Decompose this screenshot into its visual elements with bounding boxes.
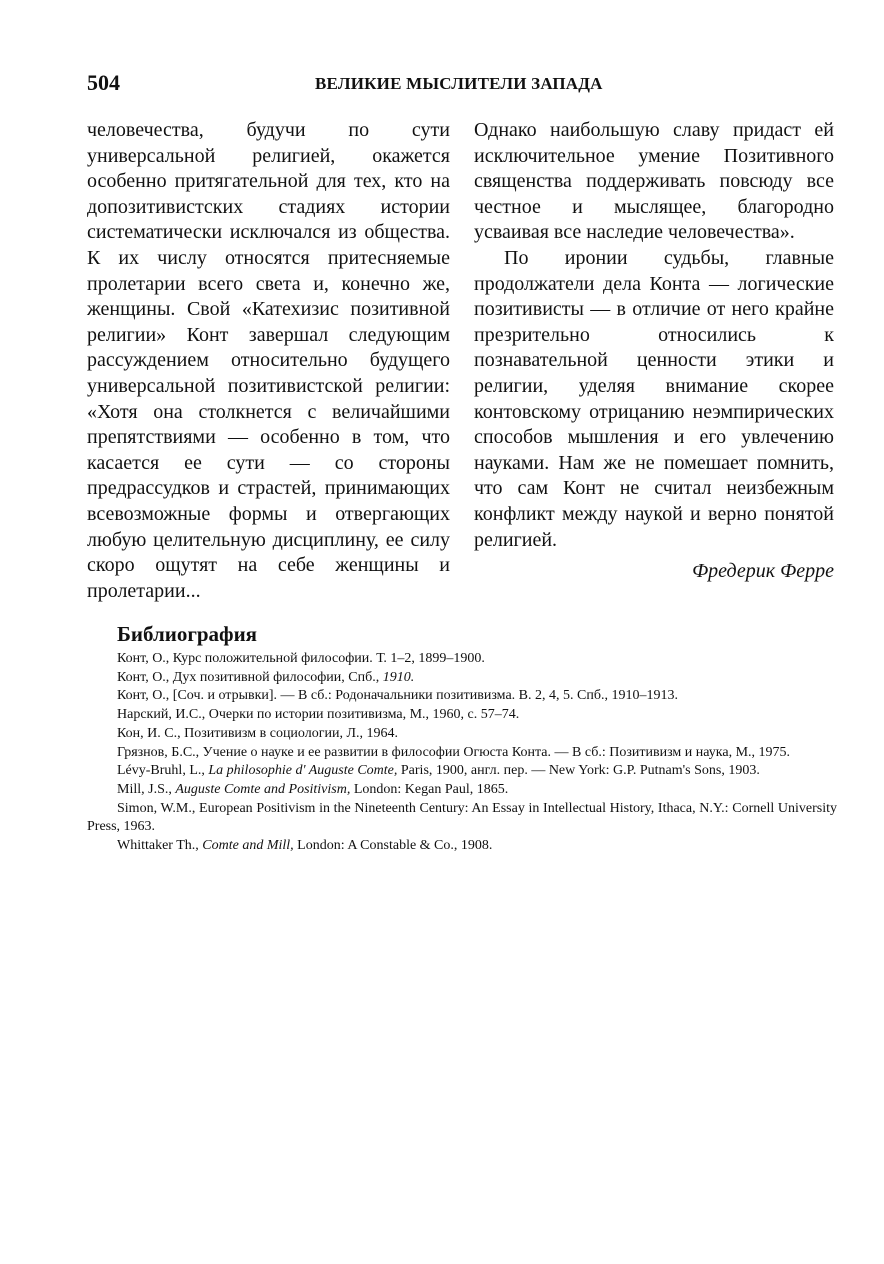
bibliography-section <box>87 622 837 856</box>
bibliography-entry <box>87 800 837 837</box>
entry-text: Конт, О., Курс положительной философии. Т. 1–2, 1899–1900. <box>117 651 485 666</box>
bibliography-entry <box>87 687 837 706</box>
right-paragraph-1: Однако наибольшую славу придаст ей исключительное умение Позитивного священства поддерживать повсюду все честное и мыслящее, благородно усваивая все наследие человечества». <box>474 119 834 244</box>
bibliography-entry <box>87 706 837 725</box>
bibliography-entry <box>87 725 837 744</box>
entry-text: Конт, О., [Соч. и отрывки]. — В сб.: Родоначальники позитивизма. В. 2, 4, 5. Спб., 1910–1913. <box>117 688 678 704</box>
right-column <box>474 118 834 585</box>
bibliography-list <box>87 650 837 856</box>
entry-title: 1910. <box>382 669 415 685</box>
bibliography-title: Библиография <box>117 622 258 646</box>
left-column <box>87 118 450 604</box>
entry-text-after: Paris, 1900, англ. пер. — New York: G.P. Putnam's Sons, 1903. <box>397 763 760 779</box>
left-paragraph: человечества, будучи по сути универсальной религией, окажется особенно притягательной для тех, кто на допозитивистских стадиях истории систематически исключался из общества. К их числу относятся притесняемые пролетарии всего света и, конечно же, женщины. Свой «Катехизис позитивной религии» Конт завершал следующим рассуждением относительно будущего универсальной позитивистской религии: «Хотя она столкнется с величайшими препятствиями — особенно в том, что касается ее сути — со стороны предрассудков и страстей, принимающих всевозможные формы и отвергающих любую целительную дисциплину, ее силу скоро ощутят на себе женщины и пролетарии... <box>87 119 450 602</box>
entry-text: Грязнов, Б.С., Учение о науке и ее развитии в философии Огюста Конта. — В сб.: Позитивизм и наука, М., 1975. <box>117 744 791 760</box>
entry-text: Lévy-Bruhl, L., <box>117 763 209 779</box>
bibliography-entry <box>87 744 837 763</box>
entry-text: Конт, О., Дух позитивной философии, Спб., <box>117 669 383 685</box>
entry-text-after: London: A Constable & Co., 1908. <box>293 838 493 854</box>
author-signature: Фредерик Ферре <box>692 560 834 583</box>
entry-text: Кон, И. С., Позитивизм в социологии, Л., 1964. <box>117 725 398 741</box>
bibliography-entry <box>87 650 837 669</box>
entry-title: Comte and Mill, <box>202 838 294 854</box>
entry-title: La philosophie d' Auguste Comte, <box>208 763 398 779</box>
entry-text: Whittaker Th., <box>117 838 203 854</box>
entry-text: Mill, J.S., <box>117 781 176 797</box>
entry-text: Simon, W.M., European Positivism in the Nineteenth Century: An Essay in Intellectual History, Ithaca, N.Y.: Cornell University Press, 1963. <box>87 800 837 835</box>
right-paragraph-2: По иронии судьбы, главные продолжатели дела Конта — логические позитивисты — в отличие от него крайне презрительно относились к познавательной ценности этики и религии, уделяя внимание скорее контовскому отрицанию неэмпирических способов мышления и его увлечению науками. Нам же не помешает помнить, что сам Конт не считал неизбежным конфликт между наукой и верно понятой религией. <box>474 246 834 551</box>
entry-text-after: London: Kegan Paul, 1865. <box>350 781 509 797</box>
running-title: ВЕЛИКИЕ МЫСЛИТЕЛИ ЗАПАДА <box>315 74 603 93</box>
bibliography-entry <box>87 781 837 800</box>
bibliography-entry <box>87 837 837 856</box>
bibliography-entry <box>87 762 837 781</box>
entry-text: Нарский, И.С., Очерки по истории позитивизма, М., 1960, с. 57–74. <box>117 707 520 723</box>
bibliography-entry <box>87 669 837 688</box>
page-number: 504 <box>87 70 120 95</box>
entry-title: Auguste Comte and Positivism, <box>175 781 351 797</box>
